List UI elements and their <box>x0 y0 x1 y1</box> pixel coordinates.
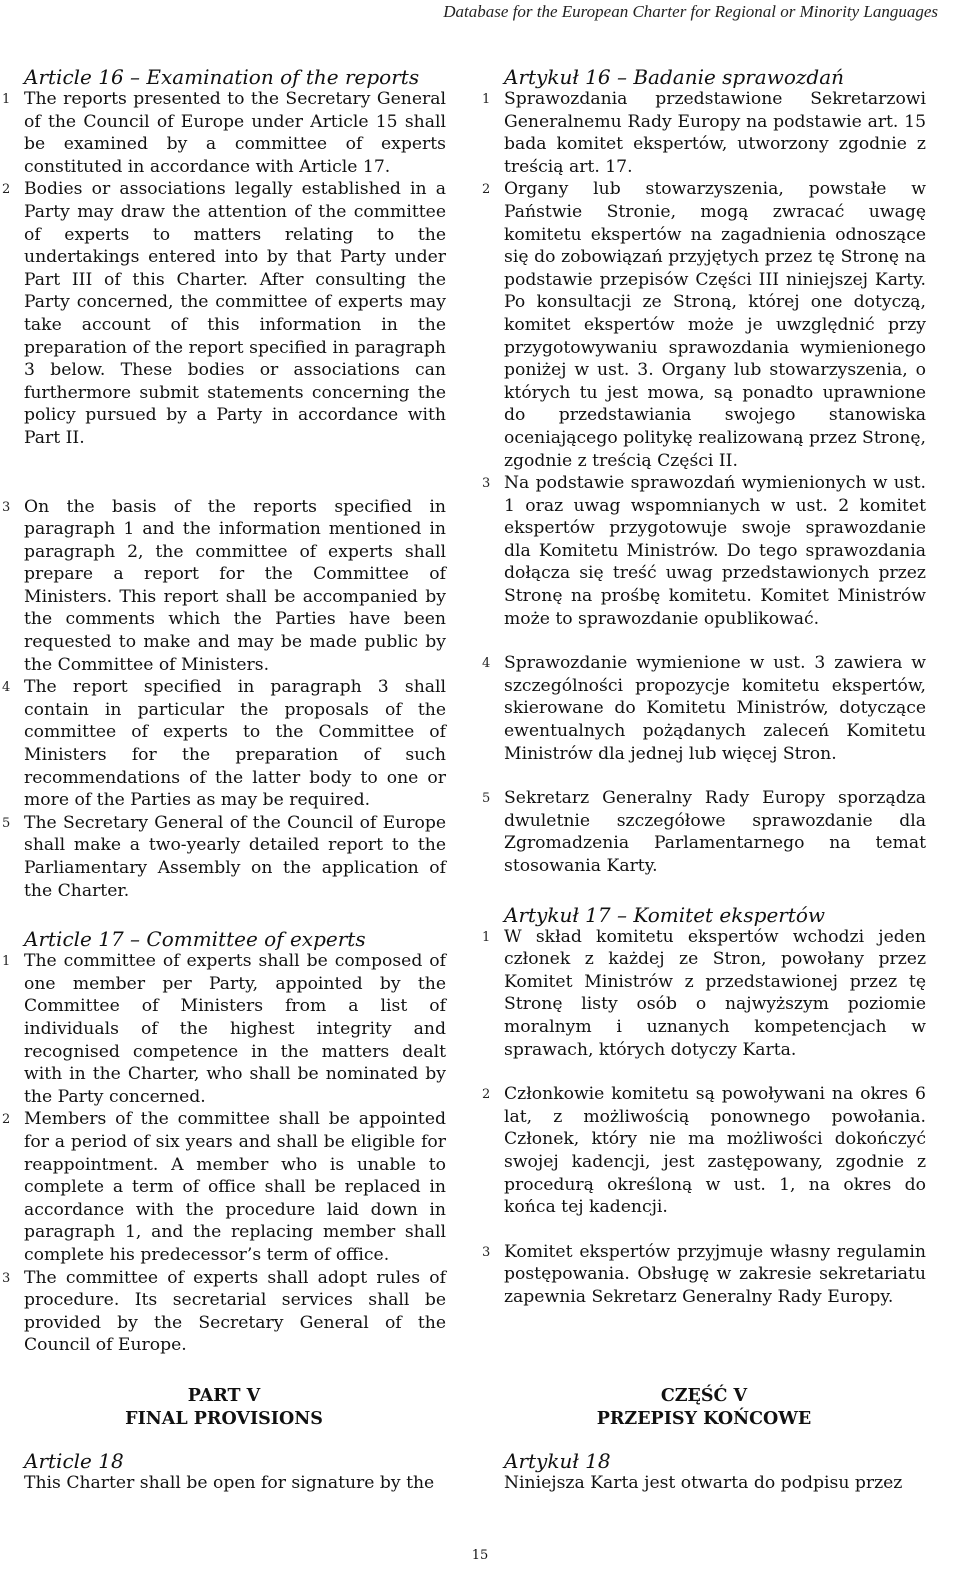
paragraph-number: 2 <box>2 182 11 198</box>
article-17-paragraph-1 <box>2 950 446 1108</box>
paragraph-number: 1 <box>2 954 11 970</box>
paragraph-text: On the basis of the reports specified in paragraph 1 and the information mentioned in paragraph 2, the committee of experts shall prepare a report for the Committee of Ministers. This report shall be accompanied by the comments which the Parties have been requested to make and may be made public by the Committee of Ministers. <box>24 496 446 675</box>
article-16-paragraph-4 <box>2 676 446 812</box>
paragraph-text: Członkowie komitetu są powoływani na okres 6 lat, z możliwością ponownego powołania. Członek, który nie ma możliwości dokończyć swojej kadencji, jest zastępowany, zgodnie z procedurą określoną w ust. 1, na okres do końca tej kadencji. <box>504 1084 926 1218</box>
article-16-title: Article 16 – Examination of the reports <box>24 65 420 89</box>
czesc-v-line1: CZĘŚĆ V <box>660 1386 748 1406</box>
paragraph-text: Members of the committee shall be appointed for a period of six years and shall be eligible for reappointment. A member who is unable to complete a term of office shall be replaced in accordance with the procedure laid down in paragraph 1, and the replacing member shall complete his predecessor’s term of office. <box>24 1109 446 1265</box>
paragraph-number: 5 <box>482 791 491 807</box>
article-18-polish <box>482 1448 926 1495</box>
paragraph-number: 3 <box>2 499 11 515</box>
part-v-heading-english <box>2 1385 446 1431</box>
artykul-16-paragraph-5 <box>482 787 926 877</box>
artykul-16-paragraph-4 <box>482 652 926 765</box>
artykul-17-paragraph-1 <box>482 926 926 1062</box>
english-column <box>2 64 446 1357</box>
paragraph-text: The report specified in paragraph 3 shall contain in particular the proposals of the committee of experts to the Committee of Ministers for the preparation of such recommendations of the latter body to one or more of the Parties as may be required. <box>24 677 446 811</box>
paragraph-number: 5 <box>2 815 11 831</box>
part-v-line1: PART V <box>187 1386 261 1406</box>
paragraph-text: The committee of experts shall be composed of one member per Party, appointed by the Committee of Ministers from a list of individuals of the highest integrity and recognised competence in the matters dealt with in the Charter, who shall be nominated by the Party concerned. <box>24 951 446 1107</box>
paragraph-number: 2 <box>482 1087 491 1103</box>
paragraph-text: Na podstawie sprawozdań wymienionych w ust. 1 oraz uwag wspomnianych w ust. 2 komitet ekspertów przygotowuje swoje sprawozdanie dla Komitetu Ministrów. Do tego sprawozdania dołącza się treść uwag przedstawionych przez Stronę na prośbę komitetu. Komitet Ministrów może to sprawozdanie opublikować. <box>504 473 926 629</box>
document-header: Database for the European Charter for Regional or Minority Languages <box>443 2 938 21</box>
paragraph-text: The Secretary General of the Council of Europe shall make a two-yearly detailed report to the Parliamentary Assembly on the application of the Charter. <box>24 812 446 901</box>
artykul-16-paragraph-2 <box>482 178 926 472</box>
paragraph-text: The committee of experts shall adopt rules of procedure. Its secretarial services shall be provided by the Secretary General of the Council of Europe. <box>24 1267 446 1356</box>
paragraph-text: Sekretarz Generalny Rady Europy sporządza dwuletnie szczegółowe sprawozdanie dla Zgromadzenia Parlamentarnego na temat stosowania Karty. <box>504 788 926 876</box>
article-17-paragraph-2 <box>2 1108 446 1266</box>
paragraph-text: The reports presented to the Secretary General of the Council of Europe under Article 15 shall be examined by a committee of experts constituted in accordance with Article 17. <box>24 89 446 177</box>
paragraph-number: 4 <box>482 656 491 672</box>
paragraph-text: Sprawozdania przedstawione Sekretarzowi Generalnemu Rady Europy na podstawie art. 15 bada komitet ekspertów, utworzony zgodnie z treścią art. 17. <box>504 89 926 177</box>
article-16-paragraph-5 <box>2 812 446 902</box>
polish-column <box>482 64 926 1309</box>
article-18-english <box>2 1448 446 1495</box>
paragraph-number: 3 <box>2 1270 11 1286</box>
artykul-16-paragraph-1 <box>482 88 926 178</box>
article-17-title: Article 17 – Committee of experts <box>24 927 366 952</box>
paragraph-number: 1 <box>482 92 491 107</box>
paragraph-number: 1 <box>2 92 11 107</box>
paragraph-number: 2 <box>2 1112 11 1128</box>
part-v-line2: FINAL PROVISIONS <box>125 1409 323 1429</box>
paragraph-number: 3 <box>482 1244 491 1260</box>
artykul-18-title: Artykuł 18 <box>504 1449 611 1473</box>
artykul-17-paragraph-3 <box>482 1241 926 1309</box>
page-number: 15 <box>471 1548 489 1563</box>
artykul-16-paragraph-3 <box>482 472 926 630</box>
article-16-paragraph-3 <box>2 496 446 677</box>
part-v-heading-polish <box>482 1385 926 1431</box>
article-16-paragraph-1 <box>2 88 446 178</box>
artykul-17-paragraph-2 <box>482 1083 926 1219</box>
paragraph-number: 4 <box>2 680 11 696</box>
paragraph-text: W skład komitetu ekspertów wchodzi jeden członek z każdej ze Stron, powołany przez Komitet Ministrów z przedstawionej przez tę Stronę listy osób o najwyższym poziomie moralnym i uznanych kompetencjach w sprawach, których dotyczy Karta. <box>504 926 926 1060</box>
artykul-18-text: Niniejsza Karta jest otwarta do podpisu przez <box>504 1473 903 1493</box>
article-17-paragraph-3 <box>2 1267 446 1357</box>
paragraph-text: Sprawozdanie wymienione w ust. 3 zawiera w szczególności propozycje komitetu ekspertów, skierowane do Komitetu Ministrów, dotyczące ewentualnych pożądanych zaleceń Komitetu Ministrów dla jednej lub więcej Stron. <box>504 653 926 764</box>
artykul-16-title: Artykuł 16 – Badanie sprawozdań <box>504 65 845 89</box>
artykul-17-title: Artykuł 17 – Komitet ekspertów <box>504 902 826 927</box>
article-18-text: This Charter shall be open for signature by the <box>24 1473 435 1493</box>
article-16-paragraph-2 <box>2 178 446 449</box>
paragraph-number: 3 <box>482 476 491 492</box>
paragraph-number: 1 <box>482 929 491 945</box>
paragraph-text: Komitet ekspertów przyjmuje własny regulamin postępowania. Obsługę w zakresie sekretariatu zapewnia Sekretarz Generalny Rady Europy. <box>504 1241 926 1307</box>
paragraph-text: Organy lub stowarzyszenia, powstałe w Państwie Stronie, mogą zwracać uwagę komitetu ekspertów na zagadnienia odnoszące się do zobowiązań przyjętych przez tę Stronę na podstawie przepisów Części III niniejszej Karty. Po konsultacji ze Stroną, której one dotyczą, komitet ekspertów może je uwzględnić przy przygotowywaniu sprawozdania wymienionego poniżej w ust. 3. Organy lub stowarzyszenia, o których tu jest mowa, są ponadto uprawnione do przedstawiania swojego stanowiska oceniającego politykę realizowaną przez Stronę, zgodnie z treścią Części II. <box>504 179 926 471</box>
czesc-v-line2: PRZEPISY KOŃCOWE <box>596 1409 812 1429</box>
paragraph-text: Bodies or associations legally established in a Party may draw the attention of the committee of experts to matters relating to the undertakings entered into by that Party under Part III of this Charter. After consulting the Party concerned, the committee of experts may take account of this information in the preparation of the report specified in paragraph 3 below. These bodies or associations can furthermore submit statements concerning the policy pursued by a Party in accordance with Part II. <box>24 179 446 448</box>
article-18-title: Article 18 <box>24 1449 124 1473</box>
paragraph-number: 2 <box>482 182 491 198</box>
